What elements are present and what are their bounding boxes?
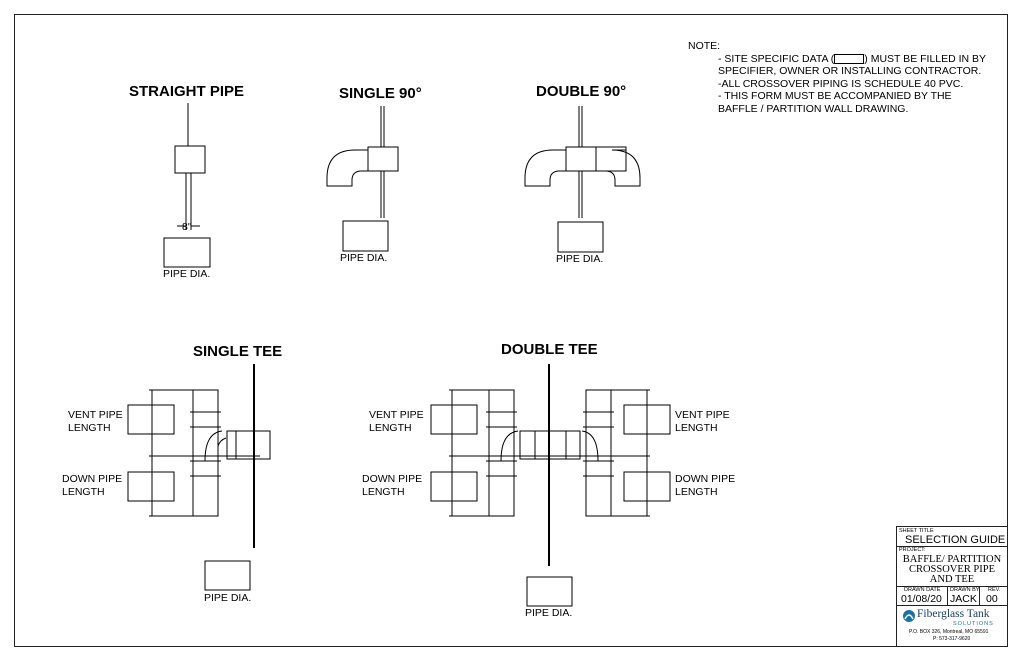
note-line-4: - THIS FORM MUST BE ACCOMPANIED BY THE	[718, 90, 952, 102]
down-length-input-box	[431, 472, 477, 501]
note-heading: NOTE:	[688, 40, 721, 52]
rev-number: 00	[986, 593, 998, 605]
dim-8-inch: 8"	[182, 221, 192, 233]
title-block	[896, 526, 1008, 647]
pipe-dia-label: PIPE DIA.	[163, 268, 211, 280]
drawn-by-caption: DRAWN BY	[950, 587, 980, 593]
company-logo-icon	[902, 609, 916, 623]
title-straight-pipe: STRAIGHT PIPE	[129, 83, 245, 100]
note-line-3: -ALL CROSSOVER PIPING IS SCHEDULE 40 PVC.	[718, 77, 964, 90]
company-address: P.O. BOX 326, Montreal, MO 65591	[909, 629, 989, 635]
company-sub: SOLUTIONS	[953, 621, 994, 627]
project-name: BAFFLE/ PARTITION CROSSOVER PIPE AND TEE	[902, 554, 1002, 585]
title-single-90: SINGLE 90°	[339, 85, 422, 102]
project-caption: PROJECT:	[899, 547, 926, 553]
title-double-tee: DOUBLE TEE	[501, 341, 598, 358]
sheet-title-caption: SHEET TITLE	[899, 528, 934, 534]
single-90-figure	[327, 106, 398, 251]
double-tee-figure	[431, 364, 670, 606]
company-phone: P: 573-317-9620	[933, 636, 971, 642]
down-length-input-box	[128, 472, 174, 501]
straight-pipe-figure	[164, 103, 210, 267]
pipe-dia-input-box	[343, 221, 388, 251]
pipe-dia-input-box	[205, 561, 250, 590]
drawn-date: 01/08/20	[901, 593, 942, 605]
note-line-1b: ) MUST BE FILLED IN BY	[864, 52, 987, 65]
double-90-figure	[525, 106, 640, 252]
rev-caption: REV.	[988, 587, 1001, 593]
title-single-tee: SINGLE TEE	[193, 343, 283, 360]
pipe-dia-label: PIPE DIA.	[204, 592, 252, 604]
pipe-dia-input-box	[164, 238, 210, 267]
title-double-90: DOUBLE 90°	[536, 83, 627, 100]
sheet-title: SELECTION GUIDE	[905, 534, 1006, 546]
down-pipe-length-label: DOWN PIPE LENGTH	[675, 473, 736, 498]
company-name: Fiberglass Tank	[917, 608, 990, 620]
pipe-dia-input-box	[558, 222, 603, 252]
pipe-dia-input-box	[527, 577, 572, 606]
down-pipe-length-label: DOWN PIPE LENGTH	[362, 473, 423, 498]
note-line-1a: - SITE SPECIFIC DATA (	[718, 52, 835, 65]
note-line-5: BAFFLE / PARTITION WALL DRAWING.	[718, 102, 909, 115]
vent-length-input-box	[431, 405, 477, 434]
vent-pipe-length-label: VENT PIPE LENGTH	[675, 409, 730, 434]
drawn-by: JACK	[950, 593, 977, 605]
vent-pipe-length-label: VENT PIPE LENGTH	[68, 409, 123, 434]
vent-pipe-length-label: VENT PIPE LENGTH	[369, 409, 424, 434]
down-pipe-length-label: DOWN PIPE LENGTH	[62, 473, 123, 498]
single-tee-figure	[128, 364, 270, 590]
vent-length-input-box	[128, 405, 174, 434]
drawn-date-caption: DRAWN DATE	[904, 587, 941, 593]
pipe-dia-label: PIPE DIA.	[340, 252, 388, 264]
pipe-dia-label: PIPE DIA.	[556, 253, 604, 265]
note-line-2: SPECIFIER, OWNER OR INSTALLING CONTRACTOR.	[718, 65, 982, 77]
pipe-dia-label: PIPE DIA.	[525, 607, 573, 619]
